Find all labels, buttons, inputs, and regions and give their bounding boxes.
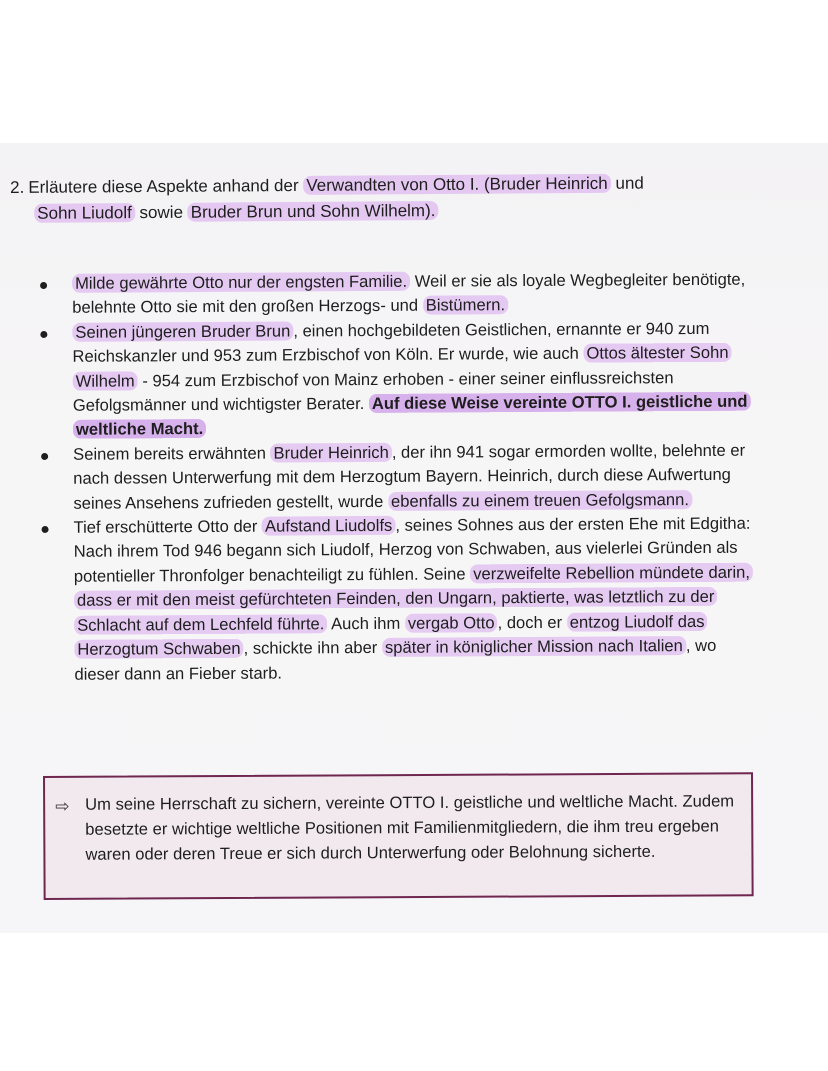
text-run: - 954 zum Erzbischof von Mainz erhoben - einer seiner einflussreichsten Gefolgsmänner und wichtigster Berater. — [72, 367, 674, 415]
summary-box — [43, 772, 754, 900]
text-run: , wo dieser dann an Fieber starb. — [74, 635, 717, 684]
bullet-dot-icon — [40, 331, 47, 338]
bullet-item — [40, 268, 750, 321]
text-run: Erläutere diese Aspekte anhand der — [28, 175, 304, 197]
text-run: und — [610, 173, 644, 193]
text-run: , schickte ihn aber — [243, 638, 382, 658]
task-heading — [10, 170, 750, 227]
bullet-item — [41, 512, 752, 687]
text-run: , der ihn 941 sogar ermorden wollte, belehnte er nach dessen Unterwerfung mit dem Herzogtum Bayern. Heinrich, durch diese Aufwertung seines Ansehens zufrieden gestellt, wurde — [73, 440, 746, 513]
summary-text: Um seine Herrschaft zu sichern, vereinte OTTO I. geistliche und weltliche Macht. Zudem besetzte er wichtige weltliche Positionen mit Familienmitgliedern, die ihm treu ergeben waren oder deren Treue er sich durch Unterwerfung oder Belohnung sicherte. — [85, 791, 735, 864]
highlighted-text: entzog Liudolf das Herzogtum Schwaben — [74, 612, 707, 659]
bullet-list — [40, 268, 753, 687]
text-run: , einen hochgebildeten Geistlichen, ernannte er 940 zum Reichskanzler und 953 zum Erzbischof von Köln. Er wurde, wie auch — [72, 318, 710, 367]
bullet-dot-icon — [42, 526, 49, 533]
text-run: Seinem bereits erwähnten — [73, 443, 271, 464]
bullet-item — [41, 439, 751, 517]
highlighted-text: vergab Otto — [405, 613, 498, 633]
text-run: , doch er — [497, 612, 567, 632]
task-number: 2. — [10, 177, 25, 197]
highlighted-text: Bistümern. — [423, 296, 508, 316]
highlighted-text: Aufstand Liudolfs — [262, 516, 395, 536]
text-run: sowie — [134, 202, 188, 223]
bullet-dot-icon — [40, 282, 47, 289]
arrow-right-icon: ⇨ — [55, 796, 70, 816]
text-run: Weil er sie als loyale Wegbegleiter benötigte, belehnte Otto sie mit den großen Herzogs- und — [72, 269, 746, 318]
highlighted-text: Sohn Liudolf — [34, 203, 135, 223]
text-run: Auch ihm — [327, 613, 405, 633]
bullet-dot-icon — [41, 453, 48, 460]
highlighted-text: Bruder Brun und Sohn Wilhelm). — [188, 201, 439, 222]
highlighted-text: Auf diese Weise vereinte OTTO I. geistliche und weltliche Macht. — [73, 392, 751, 440]
text-run: Tief erschütterte Otto der — [73, 516, 263, 537]
highlighted-text: verzweifelte Rebellion mündete darin, dass er mit den meist gefürchteten Feinden, den Ungarn, paktierte, was letztlich zu der Schlacht auf dem Lechfeld führte. — [74, 563, 753, 635]
highlighted-text: Verwandten von Otto I. (Bruder Heinrich — [303, 174, 611, 195]
bullet-item — [40, 316, 751, 442]
task-line-2 — [10, 196, 750, 227]
highlighted-text: Seinen jüngeren Bruder Brun — [72, 321, 293, 341]
highlighted-text: Bruder Heinrich — [270, 443, 391, 463]
task-line-1 — [28, 174, 644, 197]
text-run: , seines Sohnes aus der ersten Ehe mit Edgitha: Nach ihrem Tod 946 begann sich Liudolf, Herzog von Schwaben, aus vielerlei Gründen als potentieller Thronfolger benachteiligt zu fühlen. Seine — [73, 513, 751, 586]
highlighted-text: Ottos ältester Sohn Wilhelm — [73, 343, 732, 390]
highlighted-text: später in königlicher Mission nach Italien — [382, 636, 686, 657]
highlighted-text: ebenfalls zu einem treuen Gefolgsmann. — [388, 490, 692, 511]
highlighted-text: Milde gewährte Otto nur der engsten Familie. — [72, 272, 410, 293]
